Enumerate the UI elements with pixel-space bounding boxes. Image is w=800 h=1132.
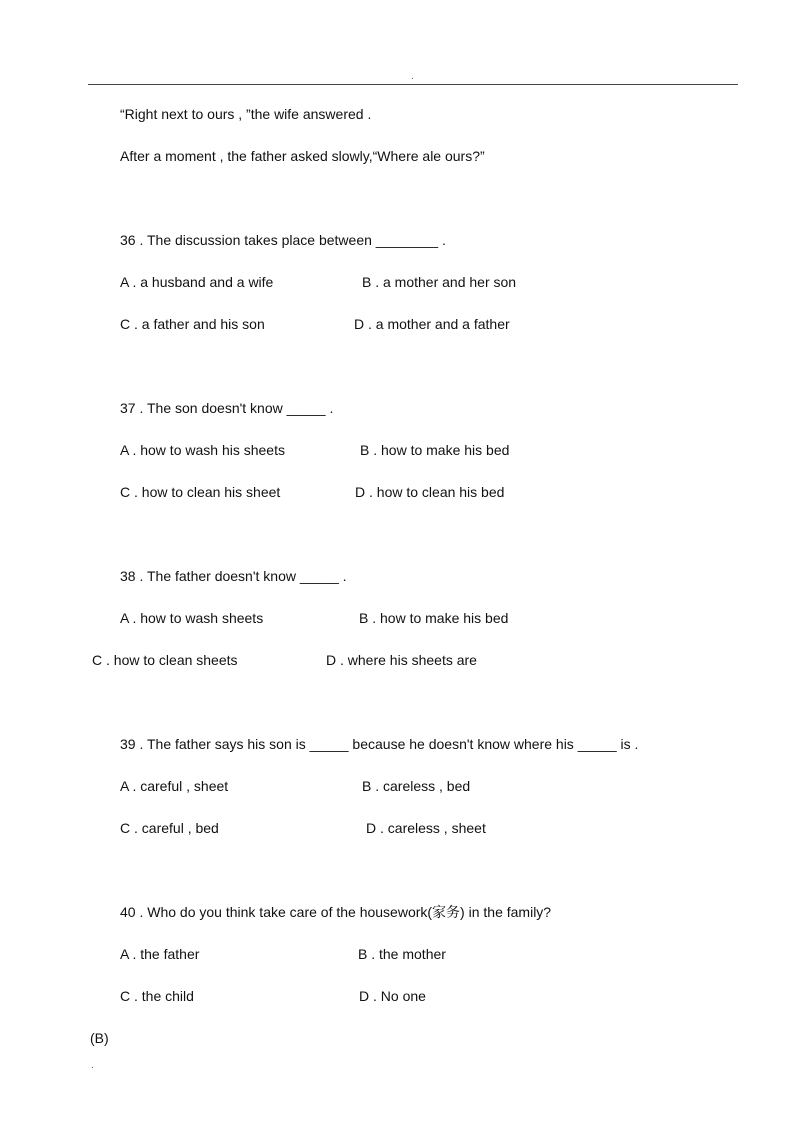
question-39-option-c: C . careful , bed: [120, 820, 219, 836]
question-39-option-d: D . careless , sheet: [366, 820, 486, 836]
question-37-option-c: C . how to clean his sheet: [120, 484, 281, 500]
question-38-option-d: D . where his sheets are: [326, 652, 477, 668]
question-39-stem: 39 . The father says his son is _____ because he doesn't know where his _____ is .: [120, 736, 639, 752]
section-label: (B): [90, 1030, 109, 1046]
story-line-2: After a moment , the father asked slowly,“Where ale ours?”: [120, 148, 485, 164]
question-36-option-a: A . a husband and a wife: [120, 274, 274, 290]
footer-dot: .: [91, 1060, 94, 1071]
question-40-option-b: B . the mother: [358, 946, 446, 962]
question-37-option-a: A . how to wash his sheets: [120, 442, 285, 458]
question-38-stem: 38 . The father doesn't know _____ .: [120, 568, 347, 584]
question-37-option-b: B . how to make his bed: [360, 442, 510, 458]
question-40-option-c: C . the child: [120, 988, 194, 1004]
question-36-option-d: D . a mother and a father: [354, 316, 510, 332]
question-38-option-c: C . how to clean sheets: [92, 652, 238, 668]
header-rule: [88, 84, 738, 85]
question-40-stem: 40 . Who do you think take care of the housework(家务) in the family?: [120, 904, 552, 920]
question-38-option-a: A . how to wash sheets: [120, 610, 264, 626]
question-36-option-b: B . a mother and her son: [362, 274, 517, 290]
question-37-stem: 37 . The son doesn't know _____ .: [120, 400, 334, 416]
question-40-option-a: A . the father: [120, 946, 200, 962]
header-dot: .: [411, 71, 414, 82]
question-39-option-b: B . careless , bed: [362, 778, 471, 794]
story-line-1: “Right next to ours , ”the wife answered .: [120, 106, 372, 122]
question-36-option-c: C . a father and his son: [120, 316, 265, 332]
question-37-option-d: D . how to clean his bed: [355, 484, 505, 500]
question-39-option-a: A . careful , sheet: [120, 778, 229, 794]
question-40-option-d: D . No one: [359, 988, 426, 1004]
question-38-option-b: B . how to make his bed: [359, 610, 509, 626]
question-36-stem: 36 . The discussion takes place between ________ .: [120, 232, 446, 248]
